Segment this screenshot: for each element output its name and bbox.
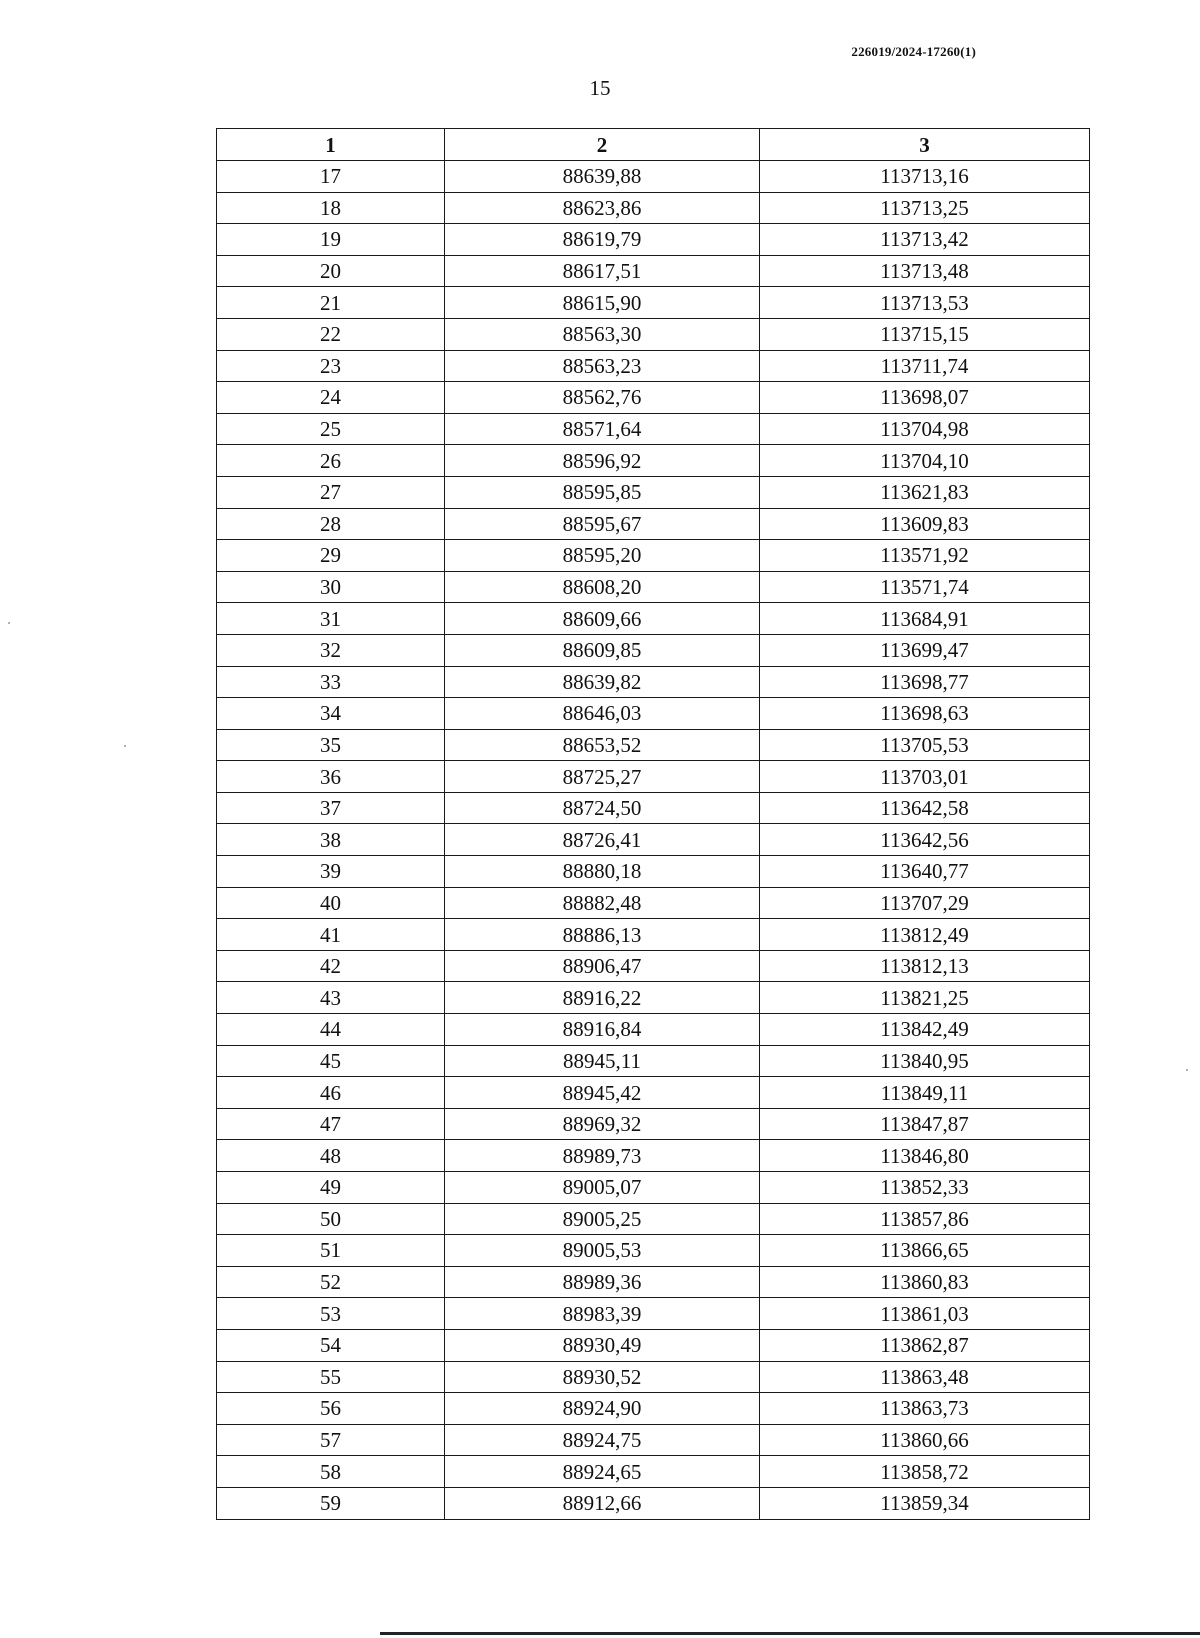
point-number-cell: 49 (217, 1172, 445, 1204)
y-coordinate-cell: 113707,29 (760, 887, 1090, 919)
point-number-cell: 20 (217, 255, 445, 287)
x-coordinate-cell: 88924,75 (445, 1424, 760, 1456)
x-coordinate-cell: 88608,20 (445, 571, 760, 603)
point-number-cell: 47 (217, 1108, 445, 1140)
point-number-cell: 24 (217, 382, 445, 414)
table-row (217, 445, 1090, 477)
x-coordinate-cell: 88916,84 (445, 1014, 760, 1046)
x-coordinate-cell: 88595,85 (445, 476, 760, 508)
table-row (217, 287, 1090, 319)
table-row (217, 1329, 1090, 1361)
point-number-cell: 32 (217, 634, 445, 666)
x-coordinate-cell: 88724,50 (445, 792, 760, 824)
x-coordinate-cell: 88912,66 (445, 1487, 760, 1519)
table-row (217, 603, 1090, 635)
table-row (217, 1108, 1090, 1140)
x-coordinate-cell: 88930,49 (445, 1329, 760, 1361)
x-coordinate-cell: 88615,90 (445, 287, 760, 319)
x-coordinate-cell: 89005,53 (445, 1235, 760, 1267)
point-number-cell: 56 (217, 1393, 445, 1425)
table-row (217, 792, 1090, 824)
point-number-cell: 53 (217, 1298, 445, 1330)
coordinates-table (216, 128, 1090, 1520)
x-coordinate-cell: 88924,65 (445, 1456, 760, 1488)
y-coordinate-cell: 113861,03 (760, 1298, 1090, 1330)
page-number: 15 (589, 76, 611, 100)
y-coordinate-cell: 113640,77 (760, 856, 1090, 888)
point-number-cell: 26 (217, 445, 445, 477)
table-row (217, 887, 1090, 919)
x-coordinate-cell: 88563,23 (445, 350, 760, 382)
table-row (217, 1172, 1090, 1204)
scan-edge-line (380, 1632, 1200, 1635)
point-number-cell: 52 (217, 1266, 445, 1298)
table-row (217, 508, 1090, 540)
table-row (217, 1266, 1090, 1298)
x-coordinate-cell: 88563,30 (445, 318, 760, 350)
point-number-cell: 23 (217, 350, 445, 382)
x-coordinate-cell: 88617,51 (445, 255, 760, 287)
y-coordinate-cell: 113821,25 (760, 982, 1090, 1014)
table-row (217, 919, 1090, 951)
table-row (217, 1235, 1090, 1267)
x-coordinate-cell: 88726,41 (445, 824, 760, 856)
y-coordinate-cell: 113684,91 (760, 603, 1090, 635)
y-coordinate-cell: 113858,72 (760, 1456, 1090, 1488)
table-row (217, 1393, 1090, 1425)
table-body (217, 161, 1090, 1520)
point-number-cell: 39 (217, 856, 445, 888)
point-number-cell: 46 (217, 1077, 445, 1109)
y-coordinate-cell: 113642,56 (760, 824, 1090, 856)
point-number-cell: 18 (217, 192, 445, 224)
table-row (217, 1456, 1090, 1488)
y-coordinate-cell: 113704,98 (760, 413, 1090, 445)
y-coordinate-cell: 113863,48 (760, 1361, 1090, 1393)
table-row (217, 698, 1090, 730)
point-number-cell: 40 (217, 887, 445, 919)
table-row (217, 255, 1090, 287)
column-header-2: 2 (445, 129, 760, 161)
point-number-cell: 29 (217, 540, 445, 572)
scan-speck (124, 745, 126, 747)
y-coordinate-cell: 113715,15 (760, 318, 1090, 350)
point-number-cell: 51 (217, 1235, 445, 1267)
point-number-cell: 57 (217, 1424, 445, 1456)
table-row (217, 824, 1090, 856)
table-row (217, 413, 1090, 445)
table-row (217, 1077, 1090, 1109)
y-coordinate-cell: 113698,77 (760, 666, 1090, 698)
y-coordinate-cell: 113849,11 (760, 1077, 1090, 1109)
table-row (217, 1424, 1090, 1456)
y-coordinate-cell: 113704,10 (760, 445, 1090, 477)
table-row (217, 950, 1090, 982)
column-header-1: 1 (217, 129, 445, 161)
point-number-cell: 59 (217, 1487, 445, 1519)
x-coordinate-cell: 88906,47 (445, 950, 760, 982)
x-coordinate-cell: 88595,20 (445, 540, 760, 572)
y-coordinate-cell: 113571,74 (760, 571, 1090, 603)
x-coordinate-cell: 88945,11 (445, 1045, 760, 1077)
scan-speck (1186, 1069, 1188, 1071)
y-coordinate-cell: 113621,83 (760, 476, 1090, 508)
table-header (217, 129, 1090, 161)
scan-speck (8, 622, 10, 624)
point-number-cell: 44 (217, 1014, 445, 1046)
x-coordinate-cell: 88609,85 (445, 634, 760, 666)
table-row (217, 224, 1090, 256)
point-number-cell: 27 (217, 476, 445, 508)
y-coordinate-cell: 113705,53 (760, 729, 1090, 761)
y-coordinate-cell: 113812,13 (760, 950, 1090, 982)
table-row (217, 1045, 1090, 1077)
point-number-cell: 43 (217, 982, 445, 1014)
x-coordinate-cell: 88595,67 (445, 508, 760, 540)
table-row (217, 1203, 1090, 1235)
x-coordinate-cell: 88882,48 (445, 887, 760, 919)
point-number-cell: 41 (217, 919, 445, 951)
table-row (217, 982, 1090, 1014)
y-coordinate-cell: 113713,53 (760, 287, 1090, 319)
x-coordinate-cell: 88609,66 (445, 603, 760, 635)
y-coordinate-cell: 113571,92 (760, 540, 1090, 572)
x-coordinate-cell: 88639,82 (445, 666, 760, 698)
y-coordinate-cell: 113703,01 (760, 761, 1090, 793)
x-coordinate-cell: 88653,52 (445, 729, 760, 761)
point-number-cell: 17 (217, 161, 445, 193)
point-number-cell: 50 (217, 1203, 445, 1235)
y-coordinate-cell: 113711,74 (760, 350, 1090, 382)
y-coordinate-cell: 113713,48 (760, 255, 1090, 287)
x-coordinate-cell: 88886,13 (445, 919, 760, 951)
y-coordinate-cell: 113857,86 (760, 1203, 1090, 1235)
y-coordinate-cell: 113713,16 (760, 161, 1090, 193)
point-number-cell: 54 (217, 1329, 445, 1361)
point-number-cell: 34 (217, 698, 445, 730)
table-row (217, 1487, 1090, 1519)
y-coordinate-cell: 113698,63 (760, 698, 1090, 730)
point-number-cell: 48 (217, 1140, 445, 1172)
x-coordinate-cell: 89005,07 (445, 1172, 760, 1204)
y-coordinate-cell: 113863,73 (760, 1393, 1090, 1425)
x-coordinate-cell: 88639,88 (445, 161, 760, 193)
point-number-cell: 31 (217, 603, 445, 635)
point-number-cell: 35 (217, 729, 445, 761)
table-row (217, 856, 1090, 888)
table-row (217, 476, 1090, 508)
y-coordinate-cell: 113859,34 (760, 1487, 1090, 1519)
table-row (217, 192, 1090, 224)
x-coordinate-cell: 88880,18 (445, 856, 760, 888)
y-coordinate-cell: 113699,47 (760, 634, 1090, 666)
x-coordinate-cell: 88983,39 (445, 1298, 760, 1330)
point-number-cell: 38 (217, 824, 445, 856)
y-coordinate-cell: 113847,87 (760, 1108, 1090, 1140)
table-row (217, 666, 1090, 698)
point-number-cell: 30 (217, 571, 445, 603)
y-coordinate-cell: 113609,83 (760, 508, 1090, 540)
y-coordinate-cell: 113866,65 (760, 1235, 1090, 1267)
x-coordinate-cell: 88623,86 (445, 192, 760, 224)
table-row (217, 571, 1090, 603)
table-row (217, 634, 1090, 666)
x-coordinate-cell: 88989,36 (445, 1266, 760, 1298)
y-coordinate-cell: 113840,95 (760, 1045, 1090, 1077)
point-number-cell: 33 (217, 666, 445, 698)
table-row (217, 350, 1090, 382)
table-row (217, 1014, 1090, 1046)
y-coordinate-cell: 113862,87 (760, 1329, 1090, 1361)
x-coordinate-cell: 88646,03 (445, 698, 760, 730)
table-row (217, 1361, 1090, 1393)
x-coordinate-cell: 88571,64 (445, 413, 760, 445)
point-number-cell: 55 (217, 1361, 445, 1393)
header-row (217, 129, 1090, 161)
y-coordinate-cell: 113860,83 (760, 1266, 1090, 1298)
x-coordinate-cell: 88596,92 (445, 445, 760, 477)
y-coordinate-cell: 113698,07 (760, 382, 1090, 414)
point-number-cell: 37 (217, 792, 445, 824)
x-coordinate-cell: 88916,22 (445, 982, 760, 1014)
x-coordinate-cell: 88562,76 (445, 382, 760, 414)
y-coordinate-cell: 113860,66 (760, 1424, 1090, 1456)
x-coordinate-cell: 88989,73 (445, 1140, 760, 1172)
x-coordinate-cell: 88924,90 (445, 1393, 760, 1425)
y-coordinate-cell: 113713,25 (760, 192, 1090, 224)
document-reference-number: 226019/2024-17260(1) (851, 44, 976, 59)
y-coordinate-cell: 113842,49 (760, 1014, 1090, 1046)
table-row (217, 161, 1090, 193)
y-coordinate-cell: 113846,80 (760, 1140, 1090, 1172)
table-row (217, 382, 1090, 414)
table-row (217, 761, 1090, 793)
point-number-cell: 19 (217, 224, 445, 256)
y-coordinate-cell: 113713,42 (760, 224, 1090, 256)
y-coordinate-cell: 113642,58 (760, 792, 1090, 824)
x-coordinate-cell: 89005,25 (445, 1203, 760, 1235)
point-number-cell: 42 (217, 950, 445, 982)
point-number-cell: 58 (217, 1456, 445, 1488)
table-row (217, 540, 1090, 572)
table-row (217, 1298, 1090, 1330)
x-coordinate-cell: 88930,52 (445, 1361, 760, 1393)
x-coordinate-cell: 88619,79 (445, 224, 760, 256)
x-coordinate-cell: 88969,32 (445, 1108, 760, 1140)
y-coordinate-cell: 113852,33 (760, 1172, 1090, 1204)
table-row (217, 318, 1090, 350)
x-coordinate-cell: 88945,42 (445, 1077, 760, 1109)
point-number-cell: 36 (217, 761, 445, 793)
point-number-cell: 25 (217, 413, 445, 445)
point-number-cell: 22 (217, 318, 445, 350)
table-row (217, 729, 1090, 761)
table-row (217, 1140, 1090, 1172)
x-coordinate-cell: 88725,27 (445, 761, 760, 793)
point-number-cell: 28 (217, 508, 445, 540)
point-number-cell: 45 (217, 1045, 445, 1077)
column-header-3: 3 (760, 129, 1090, 161)
y-coordinate-cell: 113812,49 (760, 919, 1090, 951)
point-number-cell: 21 (217, 287, 445, 319)
